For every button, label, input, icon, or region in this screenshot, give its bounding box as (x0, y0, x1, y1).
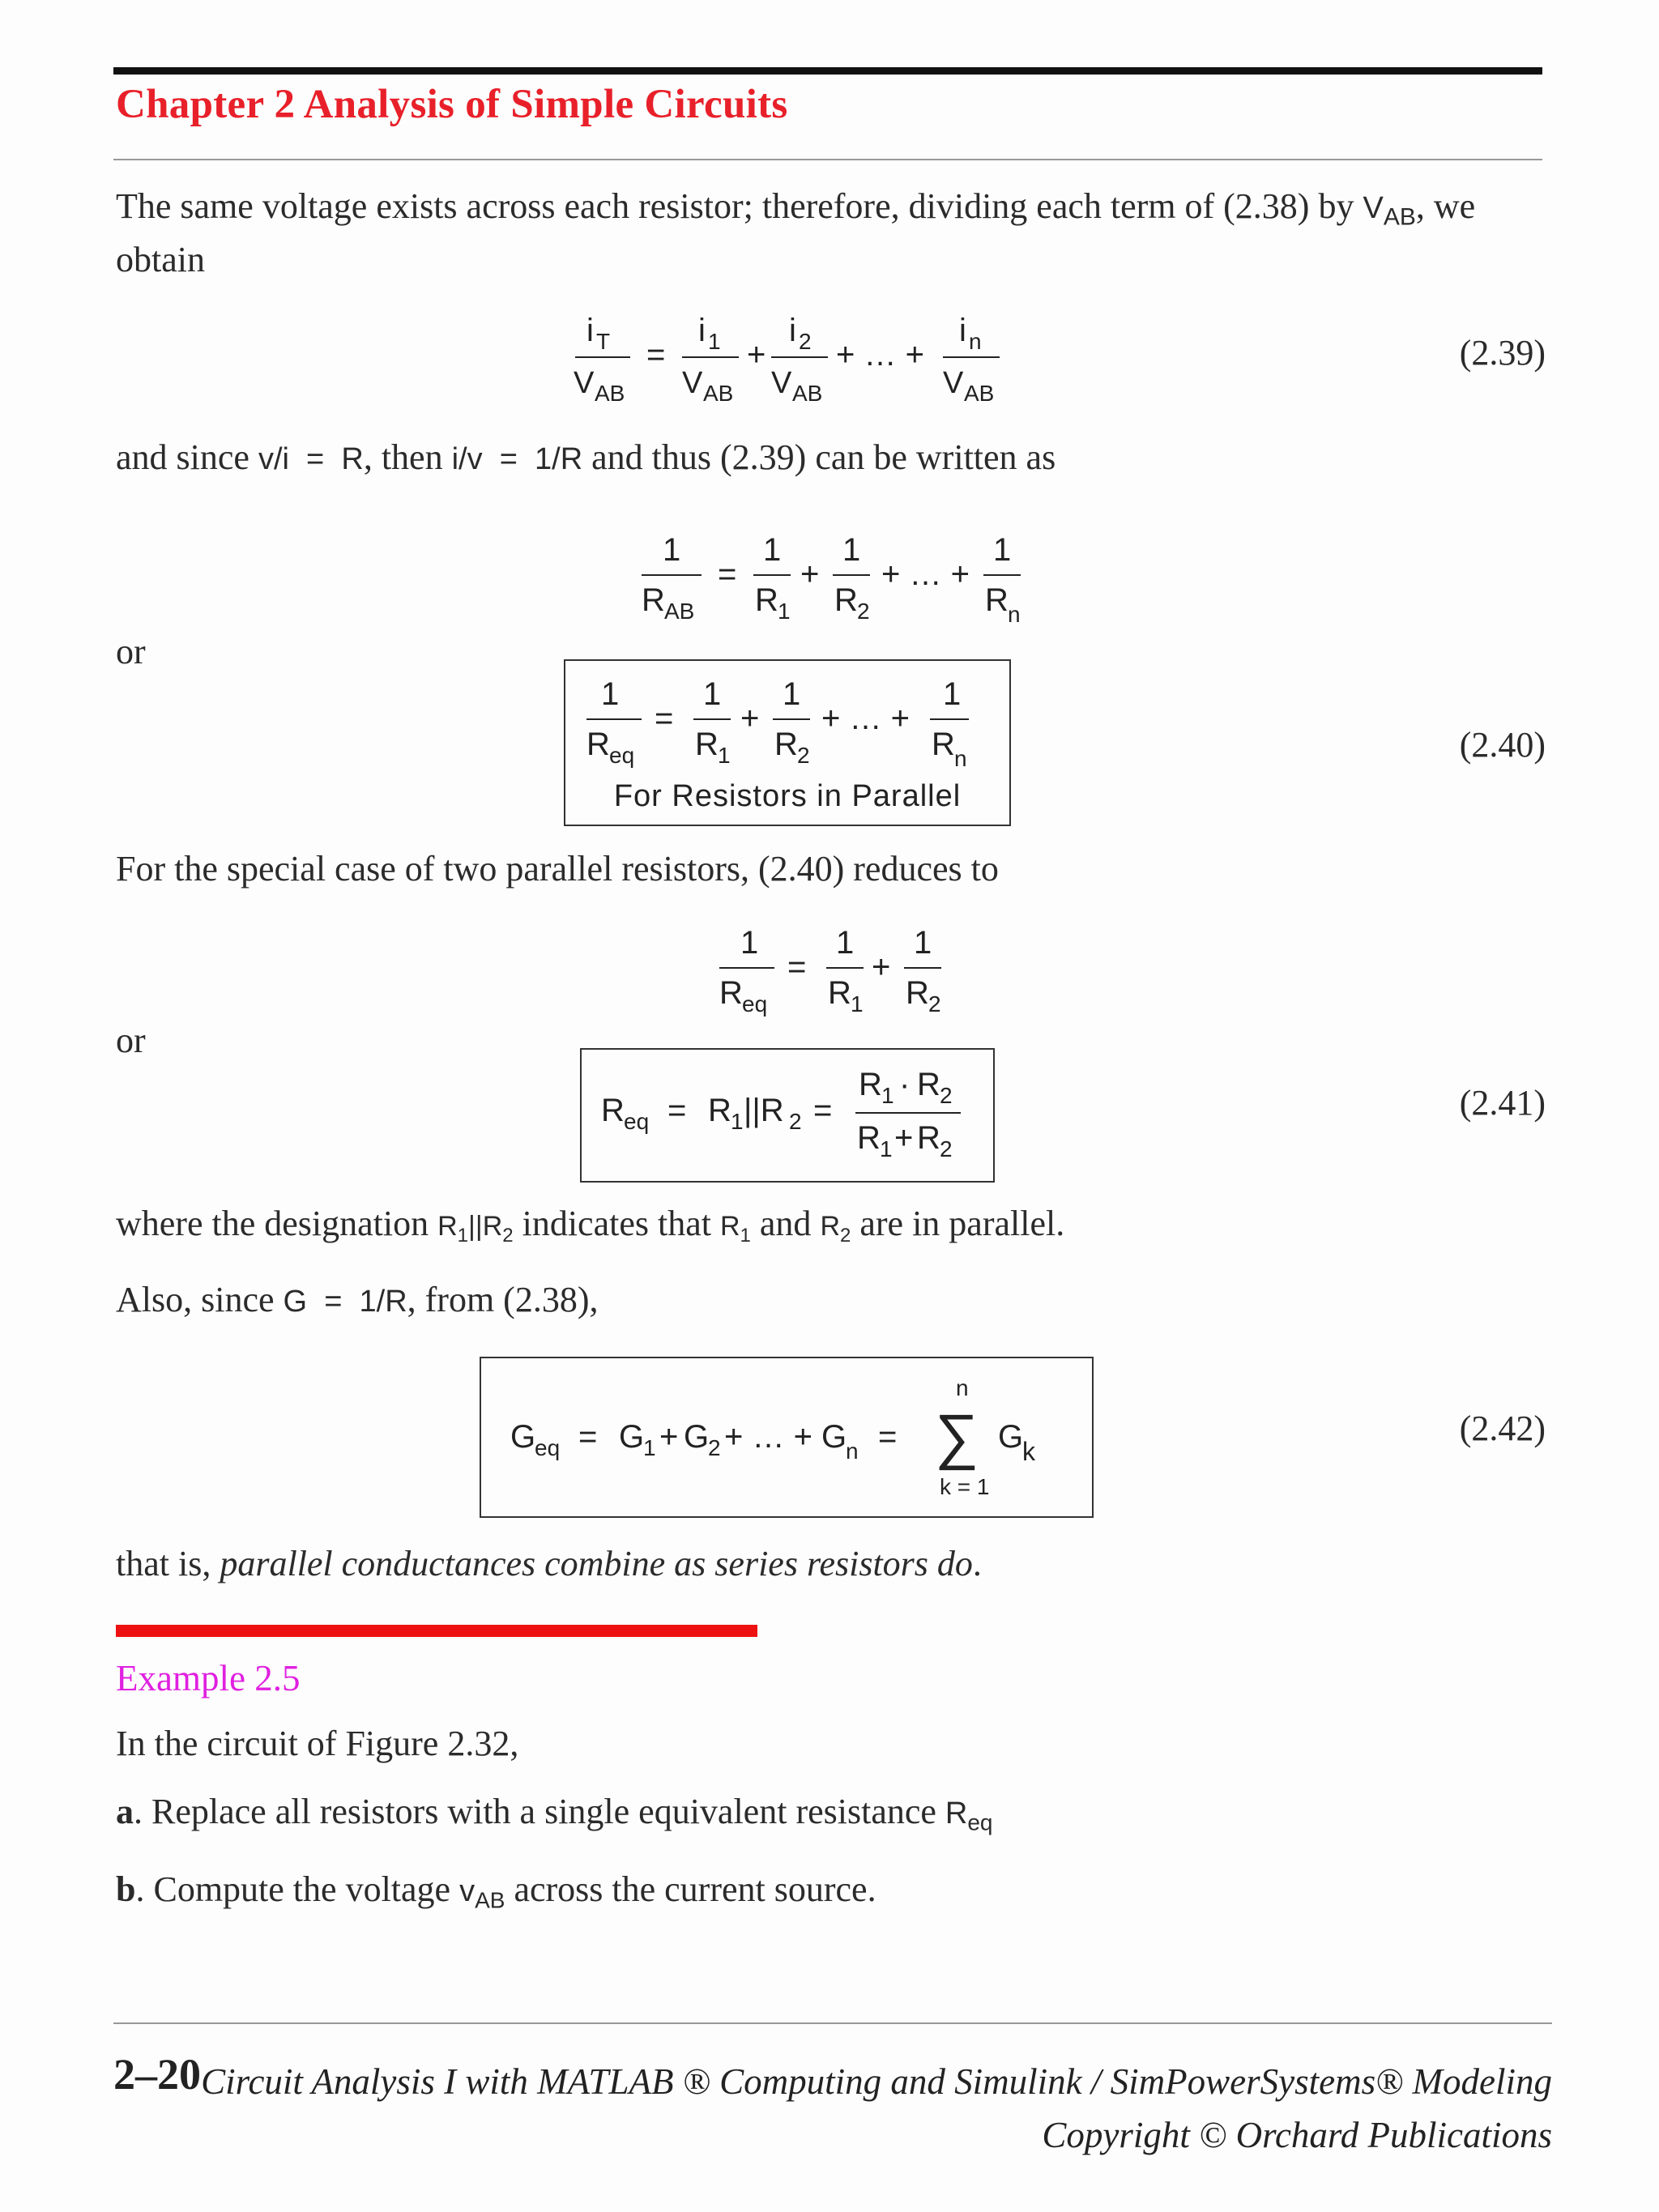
svg-text:=: = (787, 949, 807, 985)
svg-text:1: 1 (731, 1109, 744, 1134)
italic-statement: parallel conductances combine as series resistors do (220, 1544, 973, 1583)
svg-text:T: T (596, 329, 611, 354)
svg-text:1: 1 (943, 676, 962, 712)
svg-text:R: R (917, 1067, 940, 1102)
svg-text:1: 1 (763, 532, 782, 568)
svg-text:i: i (959, 313, 966, 348)
or-label-2: or (116, 1021, 146, 1060)
svg-text:1: 1 (880, 1136, 893, 1161)
svg-text:AB: AB (964, 381, 995, 406)
part-a-label: a (116, 1792, 134, 1831)
svg-text:R: R (906, 975, 929, 1011)
equation-number-2-42: (2.42) (1459, 1409, 1546, 1448)
svg-text:k: k (1022, 1437, 1035, 1466)
svg-text:2: 2 (857, 599, 870, 624)
equation-2-42 (497, 1366, 1081, 1509)
svg-text:G: G (510, 1419, 536, 1455)
svg-text:2: 2 (799, 329, 812, 354)
part-b-label: b (116, 1869, 136, 1909)
var-r2: $R_2$ (820, 1211, 851, 1247)
svg-text:+: + (740, 701, 760, 736)
svg-text:n: n (846, 1438, 859, 1464)
svg-text:G: G (684, 1419, 710, 1455)
svg-text:1: 1 (643, 1435, 656, 1460)
svg-text:1: 1 (842, 532, 861, 568)
svg-text:R: R (755, 582, 778, 618)
svg-text:1: 1 (601, 676, 620, 712)
equation-two-resistors (713, 919, 972, 1025)
svg-text:AB: AB (703, 381, 734, 406)
svg-text:2: 2 (940, 1083, 953, 1108)
svg-text:n: n (969, 329, 982, 354)
equation-number-2-41: (2.41) (1459, 1083, 1546, 1123)
paragraph-1-line2: obtain (116, 240, 205, 279)
expr-g-equals: G = 1/R (283, 1285, 407, 1319)
equation-2-41 (598, 1061, 979, 1166)
var-vab-lower: $v_{AB}$ (459, 1874, 505, 1913)
svg-text:||R: ||R (744, 1093, 784, 1128)
page-number: 2–20 (113, 2050, 201, 2099)
svg-text:V: V (682, 366, 703, 400)
svg-text:eq: eq (609, 743, 635, 768)
svg-text:+ … +: + … + (821, 701, 910, 736)
header-divider (113, 159, 1542, 160)
svg-text:V: V (771, 366, 792, 400)
svg-text:1: 1 (783, 676, 801, 712)
svg-text:n: n (1008, 602, 1021, 627)
svg-text:+ … +: + … + (836, 337, 924, 373)
svg-text:=: = (578, 1419, 598, 1455)
svg-text:k = 1: k = 1 (940, 1474, 990, 1499)
equation-2-40 (582, 671, 987, 768)
svg-text:=: = (646, 337, 666, 373)
svg-text:=: = (667, 1093, 687, 1128)
box-caption: For Resistors in Parallel (613, 779, 962, 813)
svg-text:2: 2 (797, 743, 810, 768)
svg-text:R: R (695, 727, 719, 762)
paragraph-3: For the special case of two parallel resistors, (2.40) reduces to (116, 849, 999, 889)
svg-text:R: R (834, 582, 858, 618)
svg-text:+: + (872, 949, 891, 985)
svg-text:G: G (821, 1419, 847, 1455)
paragraph-1 (116, 180, 1475, 245)
example-title: Example 2.5 (116, 1658, 301, 1698)
svg-text:∑: ∑ (935, 1402, 979, 1471)
var-vab: $V_{AB}$ (1363, 191, 1416, 231)
paragraph-1-end: , we (1415, 186, 1476, 226)
svg-text:+: + (894, 1120, 914, 1156)
var-req: $R_{eq}$ (945, 1796, 993, 1835)
example-intro: In the circuit of Figure 2.32, (116, 1724, 519, 1763)
svg-text:1: 1 (914, 925, 932, 961)
svg-text:R: R (601, 1093, 625, 1128)
svg-text:R: R (932, 727, 955, 762)
svg-text:R: R (985, 582, 1009, 618)
example-part-a: a. Replace all resistors with a single equivalent resistance $R_{eq}$ (116, 1792, 993, 1835)
footer-line-2: Copyright © Orchard Publications (1042, 2115, 1552, 2155)
svg-text:1: 1 (778, 599, 791, 624)
paragraph-5: Also, since G = 1/R, from (2.38), (116, 1280, 599, 1319)
svg-text:n: n (954, 746, 967, 768)
svg-text:eq: eq (535, 1435, 561, 1460)
chapter-title: Chapter 2 Analysis of Simple Circuits (116, 82, 788, 127)
var-r1: $R_1$ (719, 1211, 751, 1247)
svg-text:2: 2 (928, 991, 941, 1016)
svg-text:1: 1 (740, 925, 759, 961)
svg-text:+: + (659, 1419, 679, 1455)
svg-text:=: = (878, 1419, 898, 1455)
equation-2-41-box (580, 1048, 995, 1183)
svg-text:i: i (789, 313, 796, 348)
paragraph-2: and since v/i = R, then i/v = 1/R and thus (2.39) can be written as (116, 437, 1056, 477)
svg-text:1: 1 (703, 676, 722, 712)
expr-v-over-i: v/i = R (258, 442, 364, 476)
footer-divider (113, 2022, 1552, 2024)
top-rule (113, 67, 1542, 75)
footer-book-title (201, 2055, 1552, 2162)
svg-text:2: 2 (708, 1435, 721, 1460)
expr-r1-parallel-r2: $R_1||R_2$ (437, 1211, 514, 1247)
svg-text:AB: AB (792, 381, 823, 406)
or-label-1: or (116, 632, 146, 671)
svg-text:+ … +: + … + (724, 1419, 812, 1455)
svg-text:R: R (708, 1093, 731, 1128)
example-part-b: b. Compute the voltage $v_{AB}$ across the current source. (116, 1869, 876, 1913)
svg-text:R: R (828, 975, 851, 1011)
svg-text:R: R (859, 1067, 882, 1102)
svg-text:+: + (800, 556, 820, 592)
equation-number-2-40: (2.40) (1459, 725, 1546, 765)
svg-text:2: 2 (789, 1109, 802, 1134)
svg-text:AB: AB (595, 381, 625, 406)
svg-text:n: n (956, 1375, 969, 1400)
paragraph-6: that is, parallel conductances combine as series resistors do. (116, 1544, 982, 1583)
equation-reciprocal-rab (632, 526, 1037, 632)
svg-text:AB: AB (664, 599, 695, 624)
svg-text:R: R (774, 727, 798, 762)
svg-text:R: R (586, 727, 610, 762)
svg-text:=: = (655, 701, 674, 736)
svg-text:V: V (574, 366, 595, 400)
svg-text:+ … +: + … + (881, 556, 970, 592)
svg-text:1: 1 (836, 925, 855, 961)
example-rule (116, 1625, 757, 1637)
svg-text:i: i (586, 313, 594, 348)
paragraph-4: where the designation $R_1||R_2$ indicates that $R_1$ and $R_2$ are in parallel. (116, 1204, 1065, 1247)
svg-text:=: = (718, 556, 737, 592)
svg-text:V: V (943, 366, 964, 400)
svg-text:1: 1 (993, 532, 1012, 568)
svg-text:2: 2 (940, 1136, 953, 1161)
equation-number-2-39: (2.39) (1459, 333, 1546, 373)
equation-2-40-box (564, 659, 1011, 826)
svg-text:1: 1 (663, 532, 681, 568)
paragraph-1-text: The same voltage exists across each resistor; therefore, dividing each term of (2.38) by (116, 186, 1354, 226)
svg-text:1: 1 (851, 991, 864, 1016)
svg-text:eq: eq (624, 1109, 650, 1134)
svg-text:R: R (642, 582, 665, 618)
svg-text:+: + (747, 337, 766, 373)
equation-2-39 (559, 312, 1013, 409)
svg-text:R: R (857, 1120, 881, 1156)
svg-text:R: R (719, 975, 743, 1011)
expr-i-over-v: i/v = 1/R (451, 442, 583, 476)
footer-line-1: Circuit Analysis I with MATLAB ® Computing and Simulink / SimPowerSystems® Modeling (201, 2061, 1552, 2102)
equation-2-42-box (480, 1357, 1094, 1518)
svg-text:G: G (619, 1419, 645, 1455)
svg-text:1: 1 (718, 743, 731, 768)
svg-text:i: i (698, 313, 706, 348)
svg-text:eq: eq (742, 991, 768, 1016)
svg-text:G: G (998, 1419, 1024, 1455)
svg-text:R: R (917, 1120, 940, 1156)
svg-text:=: = (813, 1093, 833, 1128)
svg-text:1: 1 (881, 1083, 894, 1108)
svg-text:·: · (899, 1067, 911, 1102)
svg-text:1: 1 (708, 329, 721, 354)
